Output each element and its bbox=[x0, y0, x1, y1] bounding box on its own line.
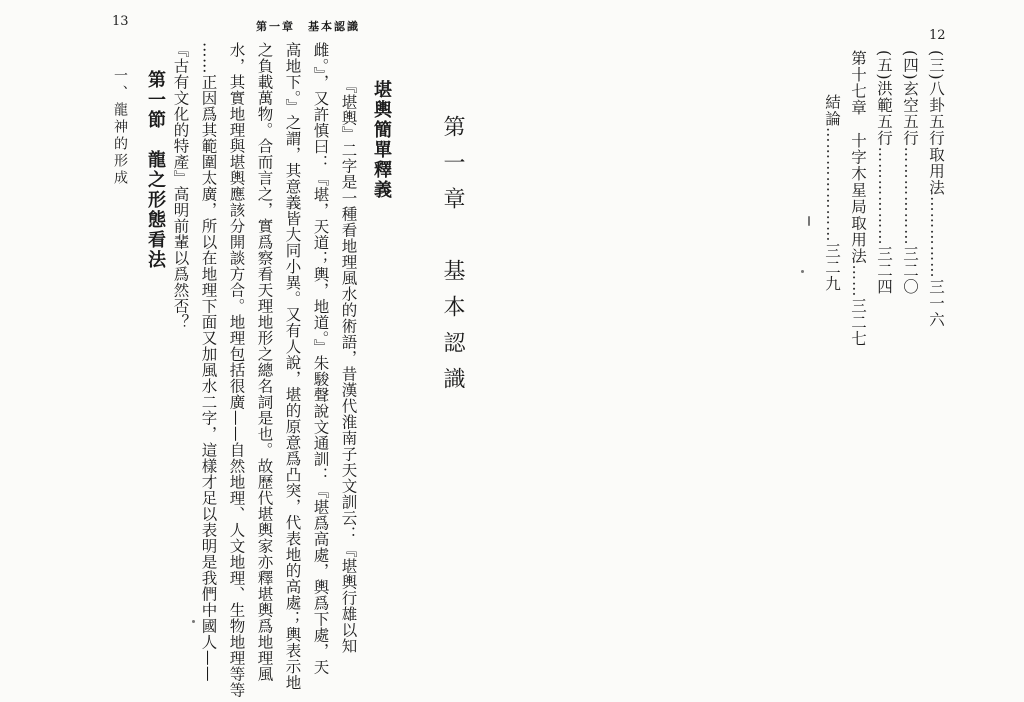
body-column-6: ……正因爲其範圍太廣，所以在地理下面又加風水二字，這樣才足以表明是我們中國人—— bbox=[199, 42, 218, 682]
body-column-2: 雌。』，又許慎曰：『堪，天道；輿，地道。』朱駿聲說文通訓：『堪爲高處，輿爲下處，天 bbox=[311, 42, 330, 675]
toc-entry-page: 三二七 bbox=[849, 297, 867, 347]
toc-leader-dots: ……………… bbox=[901, 146, 919, 246]
running-header: 第一章 基本認識 bbox=[256, 20, 360, 33]
section-heading: 堪輿簡單釋義 bbox=[371, 80, 392, 200]
toc-entry-label: 第十七章 十字木星局取用法 bbox=[849, 50, 867, 265]
scan-speck bbox=[192, 620, 195, 623]
left-page bbox=[0, 0, 505, 702]
subsection-title: 一、龍神的形成 bbox=[112, 68, 128, 187]
body-column-7: 『古有文化的特產』高明前輩以爲然否？ bbox=[171, 42, 190, 330]
section-1-title: 第一節 龍之形態看法 bbox=[145, 70, 166, 270]
toc-entry bbox=[925, 50, 947, 328]
toc-entry-label: 結論 bbox=[823, 94, 841, 127]
toc-entry-label: (五)洪範五行 bbox=[875, 50, 893, 147]
body-column-3: 高地下。』之謂，其意義皆大同小異。又有人說，堪的原意爲凸突，代表地的高處；輿表示地 bbox=[283, 42, 302, 691]
toc-entry-page: 三二四 bbox=[875, 245, 893, 296]
toc-entry-label: (三)八卦五行取用法 bbox=[927, 50, 945, 197]
scan-speck bbox=[801, 270, 804, 273]
right-page bbox=[505, 0, 1024, 702]
body-column-4: 之負載萬物。合而言之，實爲察看天理地形之總名詞是也。故歷代堪輿家亦釋堪輿爲地理風 bbox=[255, 42, 274, 682]
toc-entry bbox=[847, 50, 869, 347]
left-page-number: 13 bbox=[112, 14, 129, 29]
toc-entry-label: (四)玄空五行 bbox=[901, 50, 919, 147]
chapter-title: 第一章 基本認識 bbox=[440, 115, 465, 403]
toc-entry-page: 三二九 bbox=[823, 242, 841, 292]
toc-leader-dots: …………… bbox=[927, 196, 945, 279]
toc-entry bbox=[899, 50, 921, 295]
body-column-5: 水，其實地理與堪輿應該分開談方合。地理包括很廣——自然地理、人文地理、生物地理等等 bbox=[227, 42, 246, 698]
toc-leader-dots: …… bbox=[849, 264, 867, 298]
toc-entry bbox=[821, 94, 843, 292]
toc-leader-dots: ……………… bbox=[875, 146, 893, 246]
toc-entry-page: 三二〇 bbox=[901, 245, 919, 296]
scan-speck bbox=[808, 216, 810, 226]
toc-entry bbox=[873, 50, 895, 295]
right-page-number: 12 bbox=[929, 28, 946, 43]
body-column-1: 『堪輿』二字是一種看地理風水的術語，昔漢代淮南子天文訓云：『堪輿行雄以知 bbox=[339, 78, 358, 654]
toc-entry-page: 三一六 bbox=[927, 278, 945, 329]
toc-leader-dots: ………………… bbox=[823, 127, 841, 243]
